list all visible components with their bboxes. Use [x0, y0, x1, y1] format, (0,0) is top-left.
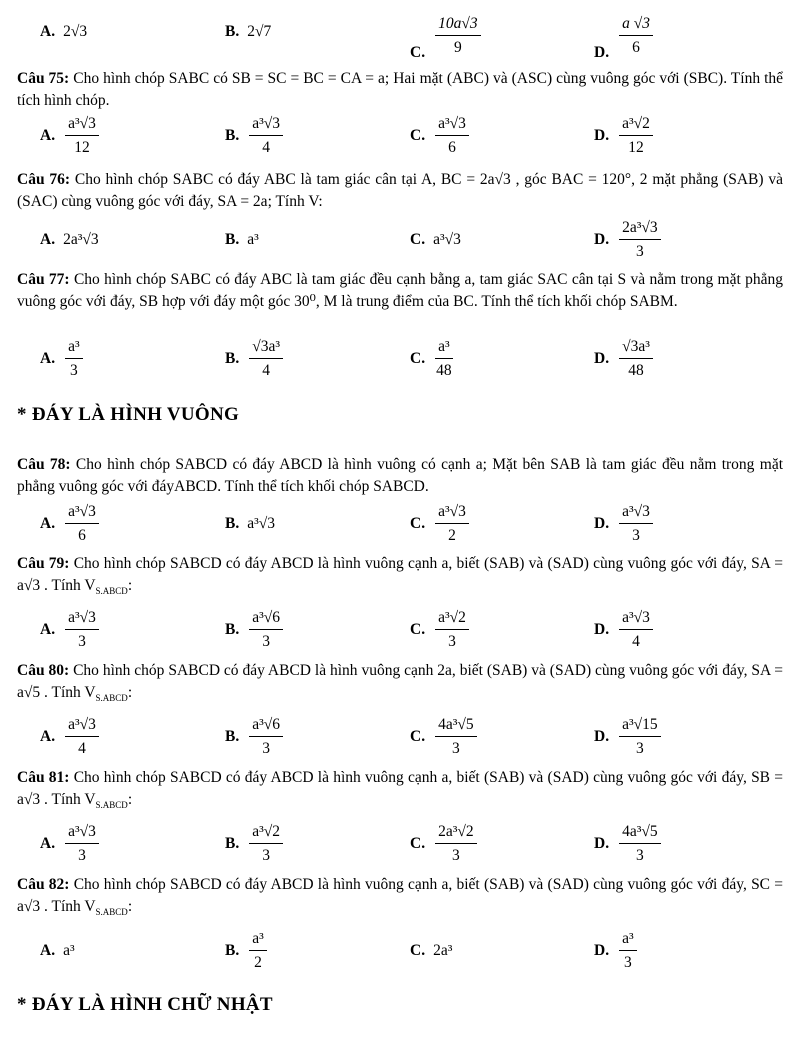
question-80: Câu 80: Cho hình chóp SABCD có đáy ABCD là hình vuông cạnh 2a, biết (SAB) và (SAD) cùng vuông góc với đáy, SA = a√5 . Tính $V_{S.ABCD}$:	[17, 662, 783, 704]
q75-option-c: C. $\frac{\text{a³√3}}{6}$	[410, 108, 471, 164]
q76-option-d: D. $\frac{\text{2a³√3}}{3}$	[594, 212, 663, 268]
q75-option-a: A. $\frac{\text{a³√3}}{12}$	[40, 108, 101, 164]
q78-option-b: B. a³√3	[225, 515, 276, 532]
q76-option-a: A. 2a³√3	[40, 231, 99, 248]
q80-option-a: A. $\frac{\text{a³√3}}{4}$	[40, 709, 101, 765]
q79-option-a: A. $\frac{\text{a³√3}}{3}$	[40, 602, 101, 658]
section-heading-rectangle-base: * ĐÁY LÀ HÌNH CHỮ NHẬT	[17, 994, 273, 1015]
question-77: Câu 77: Cho hình chóp SABC có đáy ABC là tam giác đều cạnh bằng a, tam giác SAC cân tại S và nằm trong mặt phẳng vuông góc với đáy, SB hợp với đáy một góc 30⁰, M là trung điểm của BC. Tính thể tích khối chóp SABM.	[17, 271, 784, 310]
q79-option-b: B. $\frac{\text{a³√6}}{3}$	[225, 602, 285, 658]
q81-option-b: B. $\frac{\text{a³√2}}{3}$	[225, 816, 285, 872]
q78-option-d: D. $\frac{\text{a³√3}}{3}$	[594, 496, 655, 552]
q78-option-a: A. $\frac{\text{a³√3}}{6}$	[40, 496, 101, 552]
q82-option-a: A. a³	[40, 942, 75, 959]
q82-option-d: D. $\frac{\text{a³}}{3}$	[594, 923, 639, 979]
question-79: Câu 79: Cho hình chóp SABCD có đáy ABCD là hình vuông cạnh a, biết (SAB) và (SAD) cùng vuông góc với đáy, SA = a√3 . Tính $V_{S.ABCD}$:	[17, 555, 784, 597]
question-82: Câu 82: Cho hình chóp SABCD có đáy ABCD là hình vuông cạnh a, biết (SAB) và (SAD) cùng vuông góc với đáy, SC = a√3 . Tính $V_{S.ABCD}$:	[17, 876, 784, 918]
q77-option-d: D. $\frac{\text{√3a³}}{48}$	[594, 331, 655, 387]
q81-option-c: C. $\frac{\text{2a³√2}}{3}$	[410, 816, 479, 872]
top-option-d: D. $\frac{a √3}{6}$	[594, 8, 655, 64]
q75-option-b: B. $\frac{\text{a³√3}}{4}$	[225, 108, 285, 164]
top-option-b: B. 2√7	[225, 23, 272, 40]
q76-option-c: C. a³√3	[410, 231, 461, 248]
top-option-a-value: 2√3	[63, 23, 88, 40]
q80-option-c: C. $\frac{\text{4a³√5}}{3}$	[410, 709, 479, 765]
q81-option-a: A. $\frac{\text{a³√3}}{3}$	[40, 816, 101, 872]
section-heading-square-base: * ĐÁY LÀ HÌNH VUÔNG	[17, 404, 240, 425]
q79-option-c: C. $\frac{\text{a³√2}}{3}$	[410, 602, 471, 658]
q76-option-b: B. a³	[225, 231, 259, 248]
q81-option-d: D. $\frac{\text{4a³√5}}{3}$	[594, 816, 663, 872]
q78-option-c: C. $\frac{\text{a³√3}}{2}$	[410, 496, 471, 552]
question-78: Câu 78: Cho hình chóp SABCD có đáy ABCD là hình vuông có cạnh a; Mặt bên SAB là tam giác đều nằm trong mặt phẳng vuông góc với đáyABCD. Tính thể tích khối chóp SABCD.	[17, 456, 784, 495]
q82-option-b: B. $\frac{\text{a³}}{2}$	[225, 923, 269, 979]
q80-option-d: D. $\frac{\text{a³√15}}{3}$	[594, 709, 663, 765]
question-76: Câu 76: Cho hình chóp SABC có đáy ABC là tam giác cân tại A, BC = 2a√3 , góc BAC = 120°, 2 mặt phẳng (SAB) và (SAC) cùng vuông góc với đáy, SA = 2a; Tính V:	[17, 171, 783, 210]
question-75: Câu 75: Cho hình chóp SABC có SB = SC = BC = CA = a; Hai mặt (ABC) và (ASC) cùng vuông góc với (SBC). Tính thể tích hình chóp.	[17, 70, 784, 109]
q77-option-c: C. $\frac{\text{a³}}{48}$	[410, 338, 452, 379]
top-option-b-value: 2√7	[247, 23, 272, 40]
top-option-d-fraction: $\frac{a √3}{6}$	[619, 15, 653, 57]
q79-option-d: D. $\frac{\text{a³√3}}{4}$	[594, 602, 655, 658]
top-option-a: A. 2√3	[40, 23, 88, 40]
q77-option-a: A. $\frac{\text{a³}}{3}$	[40, 331, 85, 387]
q80-option-b: B. $\frac{\text{a³√6}}{3}$	[225, 709, 285, 765]
question-81: Câu 81: Cho hình chóp SABCD có đáy ABCD là hình vuông cạnh a, biết (SAB) và (SAD) cùng vuông góc với đáy, SB = a√3 . Tính $V_{S.ABCD}$:	[17, 769, 784, 811]
top-option-c: C. $\frac{10a√3}{9}$	[410, 8, 483, 64]
q77-option-b: B. $\frac{\text{√3a³}}{4}$	[225, 331, 285, 387]
q75-option-d: D. $\frac{\text{a³√2}}{12}$	[594, 108, 655, 164]
top-option-c-fraction: $\frac{10a√3}{9}$	[435, 15, 481, 57]
q82-option-c: C. 2a³	[410, 942, 453, 959]
